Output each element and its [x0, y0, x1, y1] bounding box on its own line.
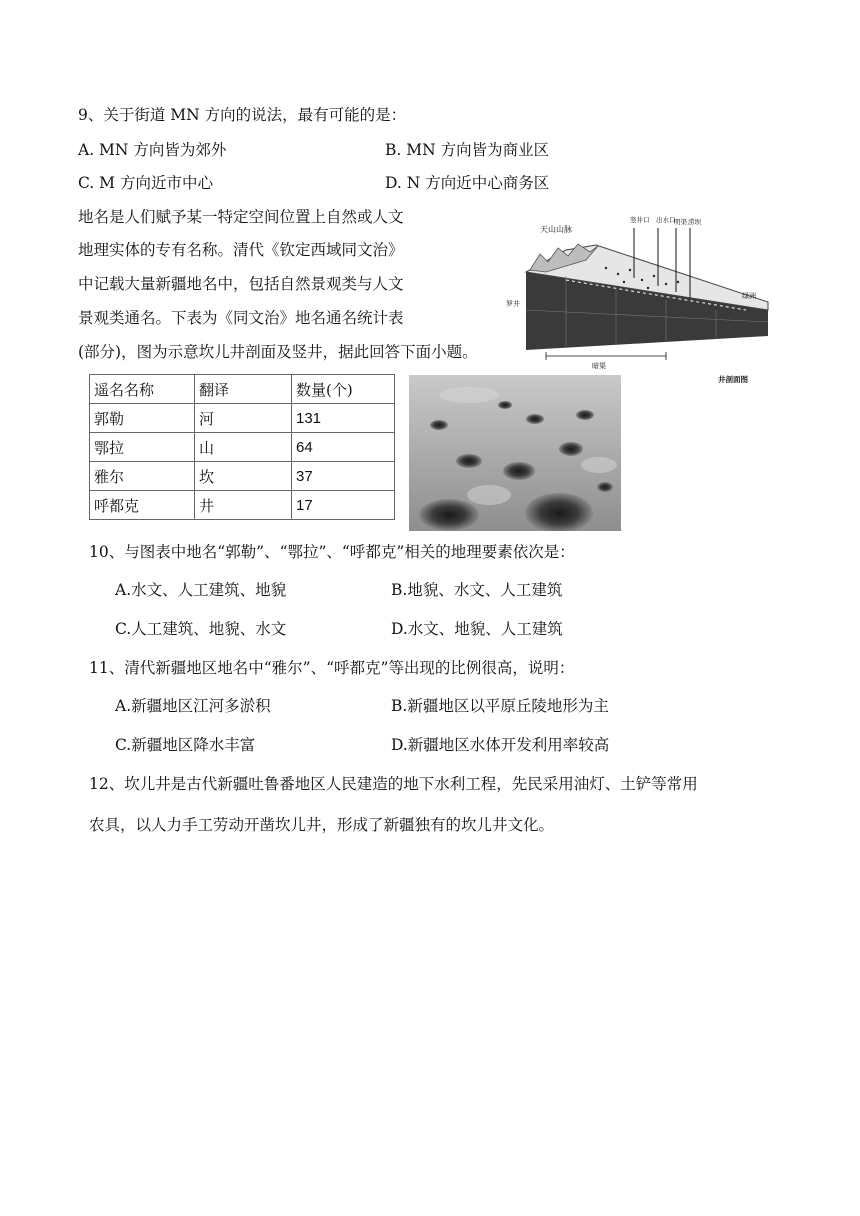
q12-line-1: 12、坎儿井是古代新疆吐鲁番地区人民建造的地下水利工程，先民采用油灯、土铲等常用	[89, 775, 698, 793]
table-cell: 17	[292, 491, 395, 520]
table-cell: 坎	[195, 462, 292, 491]
passage-line-5: (部分)，图为示意坎儿井剖面及竖井，据此回答下面小题。	[78, 343, 478, 361]
table-cell: 山	[195, 433, 292, 462]
passage-line-1: 地名是人们赋予某一特定空间位置上自然或人文	[78, 208, 404, 226]
table-header-cell: 翻译	[195, 375, 292, 404]
label-well: 罗井	[506, 300, 520, 308]
karez-shafts-photo	[409, 375, 621, 531]
table-cell: 131	[292, 404, 395, 433]
q9-option-b: B. MN 方向皆为商业区	[385, 141, 550, 159]
q10-stem: 10、与图表中地名“郭勒”、“鄂拉”、“呼都克”相关的地理要素依次是：	[89, 543, 575, 561]
table-cell: 鄂拉	[90, 433, 195, 462]
passage-line-2: 地理实体的专有名称。清代《钦定西域同文治》	[78, 241, 404, 259]
table-cell: 呼都克	[90, 491, 195, 520]
passage-line-4: 景观类通名。下表为《同文治》地名通名统计表	[78, 309, 404, 327]
place-name-table	[89, 374, 395, 520]
q9-stem: 9、关于街道 MN 方向的说法，最有可能的是：	[78, 106, 407, 124]
q11-option-a: A.新疆地区江河多淤积	[115, 697, 271, 715]
q11-option-c: C.新疆地区降水丰富	[115, 736, 256, 754]
table-row	[90, 433, 395, 462]
table-cell: 37	[292, 462, 395, 491]
label-mountain: 天山山脉	[540, 225, 572, 234]
q11-option-d: D.新疆地区水体开发利用率较高	[391, 736, 610, 754]
table-header-row	[90, 375, 395, 404]
table-row	[90, 462, 395, 491]
q9-option-a: A. MN 方向皆为郊外	[78, 141, 227, 159]
table-row	[90, 491, 395, 520]
q11-option-b: B.新疆地区以平原丘陵地形为主	[391, 697, 609, 715]
table-cell: 河	[195, 404, 292, 433]
label-canal: 明渠	[674, 218, 687, 226]
q9-option-d: D. N 方向近中心商务区	[385, 174, 550, 192]
label-oasis: 绿洲	[742, 292, 756, 300]
q10-option-b: B.地貌、水文、人工建筑	[391, 581, 563, 599]
table-header-cell: 遥名名称	[90, 375, 195, 404]
q11-stem: 11、清代新疆地区地名中“雅尔”、“呼都克”等出现的比例很高，说明：	[89, 659, 575, 677]
label-pond: 涝坝	[688, 218, 701, 226]
table-row	[90, 404, 395, 433]
table-header-cell: 数量(个)	[292, 375, 395, 404]
q12-line-2: 农具，以人力手工劳动开凿坎儿井，形成了新疆独有的坎儿井文化。	[89, 816, 555, 834]
q9-option-c: C. M 方向近市中心	[78, 174, 213, 192]
table-cell: 郭勒	[90, 404, 195, 433]
label-outlet: 出水口	[656, 216, 676, 224]
q10-option-a: A.水文、人工建筑、地貌	[115, 581, 287, 599]
table-cell: 64	[292, 433, 395, 462]
passage-line-3: 中记载大量新疆地名中，包括自然景观类与人文	[78, 275, 404, 293]
label-caption: 井剖面图	[718, 375, 748, 384]
q10-option-c: C.人工建筑、地貌、水文	[115, 620, 287, 638]
table-cell: 雅尔	[90, 462, 195, 491]
label-shaft: 竖井口	[630, 216, 650, 224]
karez-cross-section-diagram	[506, 210, 778, 386]
table-cell: 井	[195, 491, 292, 520]
label-underground: 暗渠	[592, 362, 606, 370]
q10-option-d: D.水文、地貌、人工建筑	[391, 620, 563, 638]
